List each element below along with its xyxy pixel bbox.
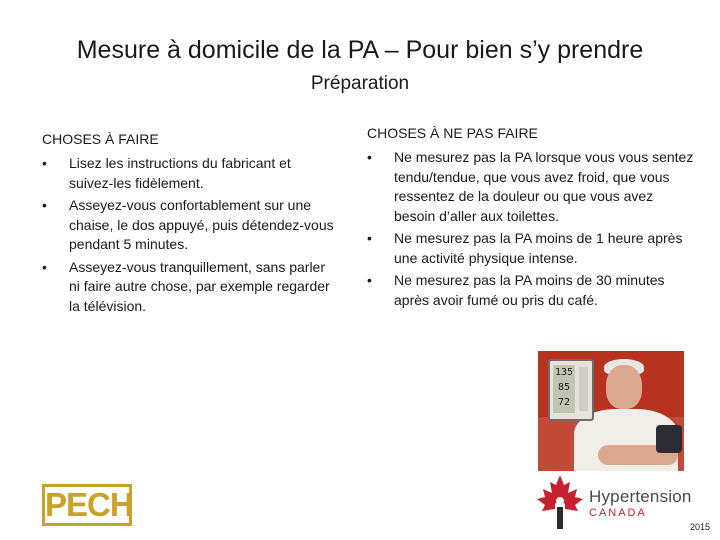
do-heading: CHOSES À FAIRE [42, 131, 159, 147]
bullet-icon: • [367, 149, 372, 165]
monitor-label-strip [579, 367, 588, 411]
bullet-icon: • [367, 230, 372, 246]
man-face [606, 365, 642, 409]
page-subtitle: Préparation [310, 73, 410, 94]
page-title: Mesure à domicile de la PA – Pour bien s’y prendre [76, 36, 644, 64]
do-list-item: • Asseyez-vous tranquillement, sans parler ni faire autre chose, par exemple regarder la télévision. [42, 258, 330, 314]
dont-list-item: • Ne mesurez pas la PA moins de 30 minutes après avoir fumé ou pris du café. [367, 272, 665, 308]
monitor-screen [553, 365, 575, 413]
bullet-icon: • [42, 155, 47, 171]
do-list-item: • Lisez les instructions du fabricant et suivez-les fidèlement. [42, 155, 291, 191]
diastolic-reading: 85 [557, 382, 571, 393]
dont-list-item: • Ne mesurez pas la PA moins de 1 heure après une activité physique intense. [367, 230, 683, 266]
bullet-icon: • [42, 197, 47, 213]
pulse-reading: 72 [557, 397, 571, 408]
bullet-icon: • [42, 258, 47, 275]
blood-pressure-cuff-icon [656, 425, 682, 453]
bullet-icon: • [367, 272, 372, 288]
do-list [42, 154, 338, 319]
do-list-item: • Asseyez-vous confortablement sur une chaise, le dos appuyé, puis détendez-vous pendant 5 minutes. [42, 197, 334, 252]
hypertension-logo-country: CANADA [589, 507, 647, 519]
maple-leaf-icon [535, 473, 585, 531]
hypertension-logo-name: Hypertension [589, 487, 692, 506]
dont-heading: CHOSES À NE PAS FAIRE [367, 125, 538, 141]
systolic-reading: 135 [554, 367, 574, 378]
footer-year: 2015 [690, 522, 711, 532]
blood-pressure-monitor-icon [548, 359, 594, 421]
dont-list [367, 148, 695, 313]
hypertension-canada-logo [535, 473, 705, 531]
pech-logo: PECH [42, 484, 132, 526]
dont-list-item: • Ne mesurez pas la PA lorsque vous vous sentez tendu/tendue, que vous avez froid, que vous ressentez de la douleur ou que vous avez besoin d’aller aux toilettes. [367, 149, 694, 224]
blood-pressure-illustration [538, 351, 684, 471]
